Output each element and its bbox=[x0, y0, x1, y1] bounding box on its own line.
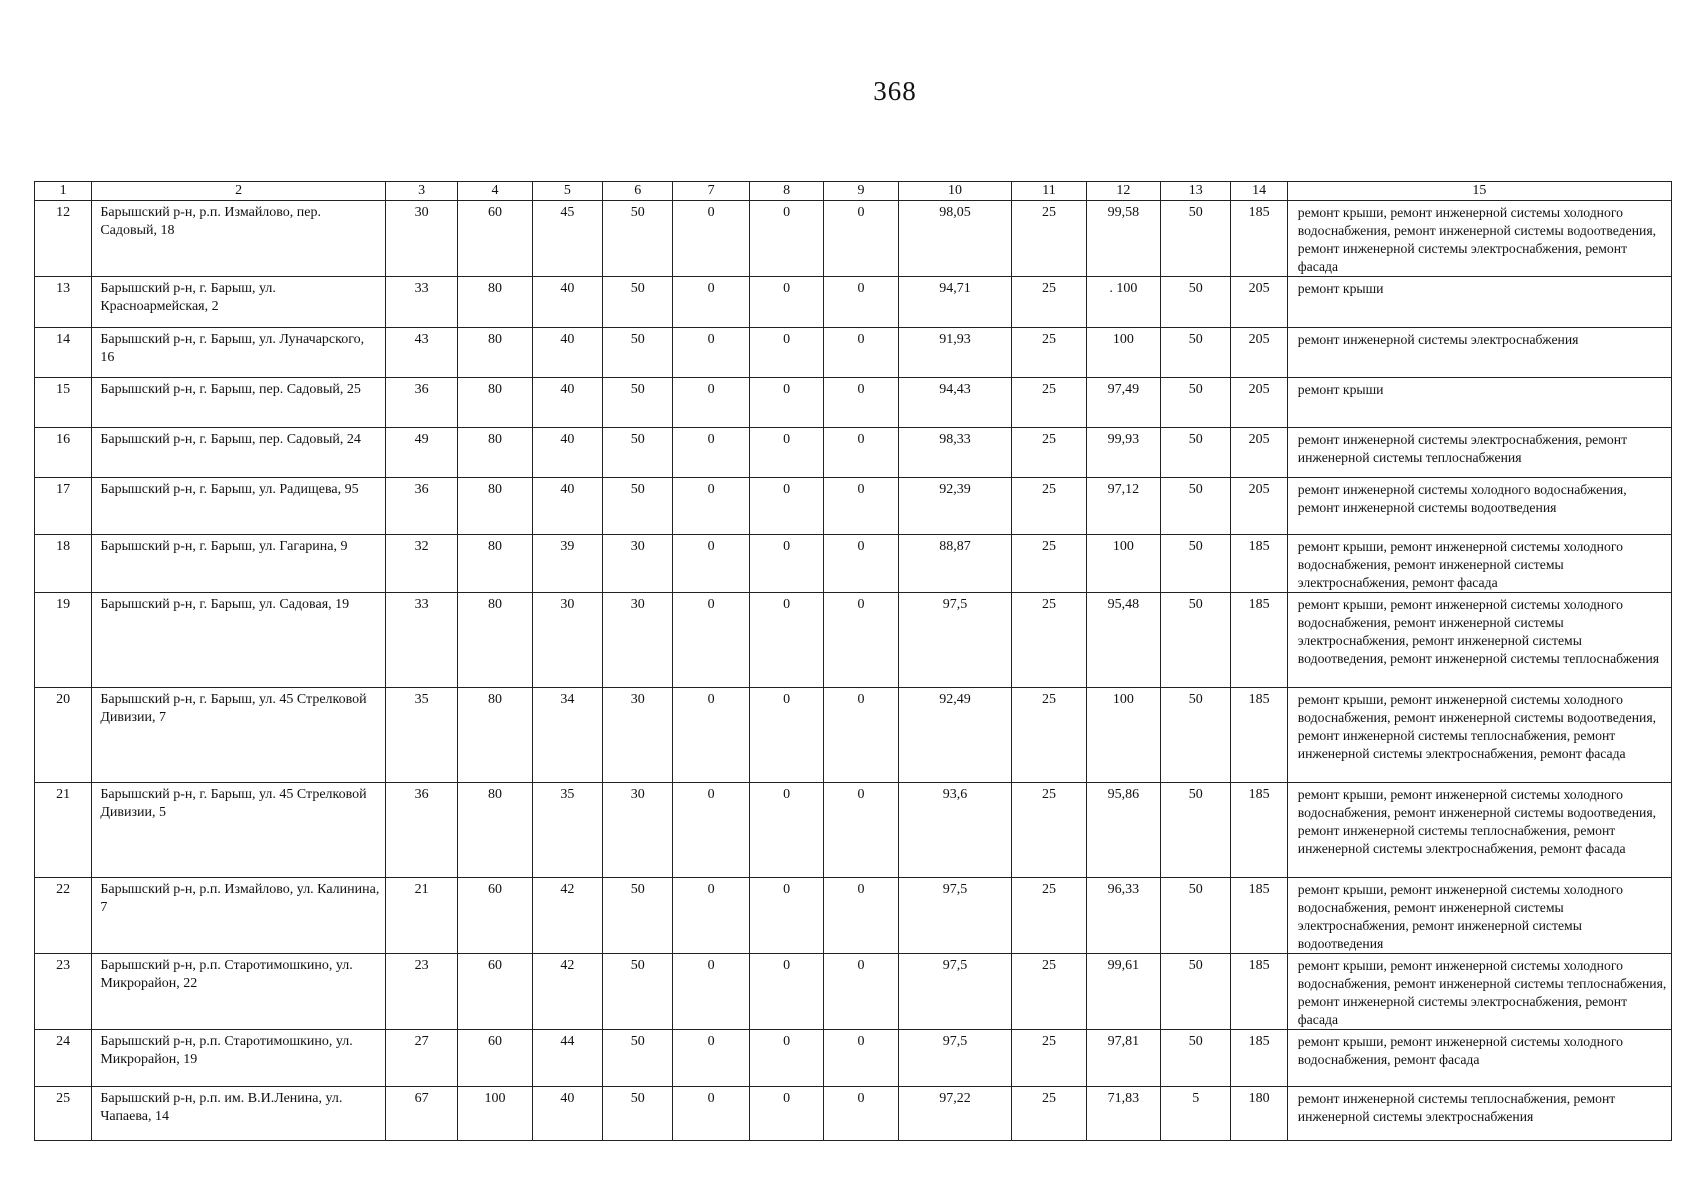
table-cell: 97,5 bbox=[898, 878, 1012, 954]
row-number-cell: 23 bbox=[35, 954, 92, 1030]
table-cell: 71,83 bbox=[1086, 1087, 1160, 1141]
works-cell: ремонт крыши, ремонт инженерной системы холодного водоснабжения, ремонт инженерной системы электроснабжения, ремонт инженерной системы водоотведения bbox=[1287, 878, 1671, 954]
table-cell: 0 bbox=[673, 535, 749, 593]
table-cell: 30 bbox=[603, 783, 673, 878]
table-cell: 0 bbox=[824, 328, 898, 378]
table-cell: 50 bbox=[603, 878, 673, 954]
table-cell: 97,22 bbox=[898, 1087, 1012, 1141]
table-cell: 0 bbox=[673, 954, 749, 1030]
table-cell: 50 bbox=[1161, 954, 1231, 1030]
table-cell: 25 bbox=[1012, 1030, 1086, 1087]
table-cell: 100 bbox=[1086, 535, 1160, 593]
table-cell: 25 bbox=[1012, 201, 1086, 277]
table-cell: 50 bbox=[1161, 783, 1231, 878]
table-row bbox=[35, 593, 1672, 688]
table-cell: 0 bbox=[749, 428, 823, 478]
table-cell: 0 bbox=[749, 277, 823, 328]
table-row bbox=[35, 878, 1672, 954]
table-cell: 44 bbox=[532, 1030, 602, 1087]
table-row bbox=[35, 201, 1672, 277]
table-cell: 45 bbox=[532, 201, 602, 277]
works-cell: ремонт инженерной системы электроснабжения, ремонт инженерной системы теплоснабжения bbox=[1287, 428, 1671, 478]
table-cell: 97,81 bbox=[1086, 1030, 1160, 1087]
works-cell: ремонт крыши, ремонт инженерной системы холодного водоснабжения, ремонт фасада bbox=[1287, 1030, 1671, 1087]
table-cell: 30 bbox=[603, 593, 673, 688]
table-cell: 30 bbox=[532, 593, 602, 688]
table-cell: 50 bbox=[603, 328, 673, 378]
column-header: 6 bbox=[603, 182, 673, 201]
table-cell: 97,5 bbox=[898, 1030, 1012, 1087]
table-cell: 80 bbox=[458, 593, 532, 688]
table-body bbox=[35, 201, 1672, 1141]
table-cell: 60 bbox=[458, 878, 532, 954]
table-cell: 205 bbox=[1231, 378, 1287, 428]
table-cell: 0 bbox=[673, 1087, 749, 1141]
row-number-cell: 21 bbox=[35, 783, 92, 878]
works-cell: ремонт крыши, ремонт инженерной системы холодного водоснабжения, ремонт инженерной системы электроснабжения, ремонт фасада bbox=[1287, 535, 1671, 593]
works-cell: ремонт крыши, ремонт инженерной системы холодного водоснабжения, ремонт инженерной системы водоотведения, ремонт инженерной системы теплоснабжения, ремонт инженерной системы электроснабжения, ремонт фасада bbox=[1287, 783, 1671, 878]
column-header: 3 bbox=[385, 182, 457, 201]
table-cell: 92,49 bbox=[898, 688, 1012, 783]
table-cell: 33 bbox=[385, 593, 457, 688]
table-cell: 42 bbox=[532, 878, 602, 954]
table-cell: 35 bbox=[532, 783, 602, 878]
table-cell: 185 bbox=[1231, 1030, 1287, 1087]
row-number-cell: 18 bbox=[35, 535, 92, 593]
table-cell: 205 bbox=[1231, 328, 1287, 378]
table-row bbox=[35, 1087, 1672, 1141]
row-number-cell: 16 bbox=[35, 428, 92, 478]
table-cell: 0 bbox=[749, 593, 823, 688]
table-cell: 0 bbox=[824, 478, 898, 535]
row-number-cell: 12 bbox=[35, 201, 92, 277]
table-cell: . 100 bbox=[1086, 277, 1160, 328]
table-cell: 100 bbox=[1086, 328, 1160, 378]
table-cell: 0 bbox=[824, 878, 898, 954]
table-cell: 50 bbox=[1161, 688, 1231, 783]
table-cell: 185 bbox=[1231, 593, 1287, 688]
column-header: 5 bbox=[532, 182, 602, 201]
address-cell: Барышский р-н, г. Барыш, ул. Красноармейская, 2 bbox=[92, 277, 386, 328]
table-cell: 50 bbox=[603, 954, 673, 1030]
row-number-cell: 24 bbox=[35, 1030, 92, 1087]
table-cell: 98,33 bbox=[898, 428, 1012, 478]
table-row bbox=[35, 428, 1672, 478]
table-cell: 0 bbox=[673, 378, 749, 428]
table-cell: 94,43 bbox=[898, 378, 1012, 428]
table-cell: 33 bbox=[385, 277, 457, 328]
table-cell: 49 bbox=[385, 428, 457, 478]
column-header: 13 bbox=[1161, 182, 1231, 201]
table-cell: 25 bbox=[1012, 378, 1086, 428]
table-cell: 25 bbox=[1012, 277, 1086, 328]
table-cell: 0 bbox=[824, 1087, 898, 1141]
table-cell: 0 bbox=[824, 783, 898, 878]
address-cell: Барышский р-н, р.п. Измайлово, пер. Садовый, 18 bbox=[92, 201, 386, 277]
table-cell: 50 bbox=[1161, 328, 1231, 378]
table-cell: 97,5 bbox=[898, 954, 1012, 1030]
table-cell: 205 bbox=[1231, 428, 1287, 478]
table-cell: 99,93 bbox=[1086, 428, 1160, 478]
table-cell: 0 bbox=[824, 428, 898, 478]
table-row bbox=[35, 535, 1672, 593]
works-cell: ремонт крыши bbox=[1287, 277, 1671, 328]
table-cell: 25 bbox=[1012, 688, 1086, 783]
table-cell: 40 bbox=[532, 328, 602, 378]
table-cell: 0 bbox=[749, 954, 823, 1030]
table-cell: 50 bbox=[1161, 593, 1231, 688]
table-cell: 0 bbox=[673, 478, 749, 535]
table-cell: 50 bbox=[603, 1030, 673, 1087]
table-cell: 67 bbox=[385, 1087, 457, 1141]
table-cell: 0 bbox=[749, 1087, 823, 1141]
table-cell: 0 bbox=[749, 535, 823, 593]
table-cell: 0 bbox=[824, 535, 898, 593]
table-cell: 185 bbox=[1231, 688, 1287, 783]
table-cell: 5 bbox=[1161, 1087, 1231, 1141]
table-cell: 95,86 bbox=[1086, 783, 1160, 878]
table-cell: 32 bbox=[385, 535, 457, 593]
data-table bbox=[34, 181, 1672, 1141]
table-cell: 27 bbox=[385, 1030, 457, 1087]
table-cell: 50 bbox=[603, 1087, 673, 1141]
table-cell: 25 bbox=[1012, 535, 1086, 593]
table-cell: 40 bbox=[532, 1087, 602, 1141]
row-number-cell: 25 bbox=[35, 1087, 92, 1141]
table-cell: 185 bbox=[1231, 954, 1287, 1030]
table-cell: 60 bbox=[458, 1030, 532, 1087]
table-cell: 25 bbox=[1012, 478, 1086, 535]
table-cell: 40 bbox=[532, 277, 602, 328]
table-cell: 97,49 bbox=[1086, 378, 1160, 428]
table-cell: 91,93 bbox=[898, 328, 1012, 378]
address-cell: Барышский р-н, г. Барыш, пер. Садовый, 25 bbox=[92, 378, 386, 428]
table-cell: 0 bbox=[673, 1030, 749, 1087]
table-row bbox=[35, 478, 1672, 535]
table-cell: 50 bbox=[1161, 428, 1231, 478]
column-header: 4 bbox=[458, 182, 532, 201]
column-header: 7 bbox=[673, 182, 749, 201]
table-cell: 92,39 bbox=[898, 478, 1012, 535]
table-cell: 0 bbox=[673, 878, 749, 954]
table-cell: 185 bbox=[1231, 201, 1287, 277]
table-cell: 30 bbox=[603, 688, 673, 783]
works-cell: ремонт крыши, ремонт инженерной системы холодного водоснабжения, ремонт инженерной системы водоотведения, ремонт инженерной системы электроснабжения, ремонт фасада bbox=[1287, 201, 1671, 277]
table-cell: 25 bbox=[1012, 783, 1086, 878]
table-cell: 80 bbox=[458, 328, 532, 378]
table-cell: 0 bbox=[824, 954, 898, 1030]
table-cell: 39 bbox=[532, 535, 602, 593]
works-cell: ремонт крыши, ремонт инженерной системы холодного водоснабжения, ремонт инженерной системы теплоснабжения, ремонт инженерной системы электроснабжения, ремонт фасада bbox=[1287, 954, 1671, 1030]
table-cell: 50 bbox=[603, 478, 673, 535]
table-cell: 35 bbox=[385, 688, 457, 783]
page-number: 368 bbox=[873, 76, 917, 106]
table-cell: 0 bbox=[673, 277, 749, 328]
table-cell: 80 bbox=[458, 688, 532, 783]
table-cell: 50 bbox=[1161, 878, 1231, 954]
table-cell: 40 bbox=[532, 478, 602, 535]
table-cell: 205 bbox=[1231, 277, 1287, 328]
works-cell: ремонт крыши bbox=[1287, 378, 1671, 428]
column-header: 2 bbox=[92, 182, 386, 201]
table-cell: 21 bbox=[385, 878, 457, 954]
table-cell: 0 bbox=[673, 328, 749, 378]
table-cell: 25 bbox=[1012, 878, 1086, 954]
table-cell: 80 bbox=[458, 783, 532, 878]
table-cell: 94,71 bbox=[898, 277, 1012, 328]
table-cell: 30 bbox=[385, 201, 457, 277]
table-cell: 50 bbox=[1161, 201, 1231, 277]
table-cell: 0 bbox=[824, 277, 898, 328]
table-cell: 40 bbox=[532, 378, 602, 428]
table-cell: 0 bbox=[749, 328, 823, 378]
table-cell: 50 bbox=[1161, 378, 1231, 428]
table-cell: 25 bbox=[1012, 593, 1086, 688]
table-cell: 0 bbox=[673, 428, 749, 478]
table-cell: 40 bbox=[532, 428, 602, 478]
row-number-cell: 22 bbox=[35, 878, 92, 954]
table-cell: 25 bbox=[1012, 428, 1086, 478]
table-cell: 100 bbox=[1086, 688, 1160, 783]
table-cell: 185 bbox=[1231, 783, 1287, 878]
table-cell: 0 bbox=[824, 378, 898, 428]
table-cell: 25 bbox=[1012, 954, 1086, 1030]
address-cell: Барышский р-н, г. Барыш, ул. Луначарского, 16 bbox=[92, 328, 386, 378]
table-cell: 50 bbox=[1161, 535, 1231, 593]
address-cell: Барышский р-н, г. Барыш, ул. Садовая, 19 bbox=[92, 593, 386, 688]
table-cell: 36 bbox=[385, 478, 457, 535]
table-cell: 42 bbox=[532, 954, 602, 1030]
column-header: 1 bbox=[35, 182, 92, 201]
table-cell: 185 bbox=[1231, 535, 1287, 593]
table-cell: 0 bbox=[749, 378, 823, 428]
table-cell: 80 bbox=[458, 535, 532, 593]
table-cell: 0 bbox=[749, 878, 823, 954]
table-cell: 80 bbox=[458, 277, 532, 328]
column-header: 8 bbox=[749, 182, 823, 201]
table-cell: 80 bbox=[458, 478, 532, 535]
table-cell: 50 bbox=[603, 201, 673, 277]
table-cell: 80 bbox=[458, 378, 532, 428]
address-cell: Барышский р-н, р.п. Измайлово, ул. Калинина, 7 bbox=[92, 878, 386, 954]
table-cell: 88,87 bbox=[898, 535, 1012, 593]
table-cell: 36 bbox=[385, 783, 457, 878]
table-cell: 60 bbox=[458, 201, 532, 277]
address-cell: Барышский р-н, г. Барыш, ул. Гагарина, 9 bbox=[92, 535, 386, 593]
table-cell: 185 bbox=[1231, 878, 1287, 954]
table-cell: 100 bbox=[458, 1087, 532, 1141]
table-cell: 0 bbox=[824, 201, 898, 277]
address-cell: Барышский р-н, г. Барыш, ул. 45 Стрелковой Дивизии, 5 bbox=[92, 783, 386, 878]
table-cell: 50 bbox=[603, 428, 673, 478]
table-cell: 93,6 bbox=[898, 783, 1012, 878]
table-cell: 50 bbox=[1161, 277, 1231, 328]
table-cell: 97,5 bbox=[898, 593, 1012, 688]
header-row bbox=[35, 182, 1672, 201]
table-cell: 0 bbox=[673, 201, 749, 277]
table-cell: 34 bbox=[532, 688, 602, 783]
column-header: 9 bbox=[824, 182, 898, 201]
table-cell: 60 bbox=[458, 954, 532, 1030]
table-cell: 0 bbox=[824, 593, 898, 688]
works-cell: ремонт инженерной системы холодного водоснабжения, ремонт инженерной системы водоотведения bbox=[1287, 478, 1671, 535]
row-number-cell: 14 bbox=[35, 328, 92, 378]
table-row bbox=[35, 378, 1672, 428]
table-cell: 96,33 bbox=[1086, 878, 1160, 954]
row-number-cell: 17 bbox=[35, 478, 92, 535]
row-number-cell: 13 bbox=[35, 277, 92, 328]
table-cell: 180 bbox=[1231, 1087, 1287, 1141]
table-cell: 0 bbox=[749, 201, 823, 277]
column-header: 11 bbox=[1012, 182, 1086, 201]
works-cell: ремонт инженерной системы электроснабжения bbox=[1287, 328, 1671, 378]
works-cell: ремонт инженерной системы теплоснабжения, ремонт инженерной системы электроснабжения bbox=[1287, 1087, 1671, 1141]
table-cell: 30 bbox=[603, 535, 673, 593]
address-cell: Барышский р-н, р.п. им. В.И.Ленина, ул. Чапаева, 14 bbox=[92, 1087, 386, 1141]
address-cell: Барышский р-н, р.п. Старотимошкино, ул. Микрорайон, 19 bbox=[92, 1030, 386, 1087]
table-cell: 50 bbox=[603, 378, 673, 428]
address-cell: Барышский р-н, г. Барыш, ул. Радищева, 95 bbox=[92, 478, 386, 535]
table-cell: 25 bbox=[1012, 328, 1086, 378]
table-cell: 0 bbox=[673, 783, 749, 878]
table-cell: 99,58 bbox=[1086, 201, 1160, 277]
column-header: 15 bbox=[1287, 182, 1671, 201]
table-cell: 23 bbox=[385, 954, 457, 1030]
table-cell: 80 bbox=[458, 428, 532, 478]
row-number-cell: 19 bbox=[35, 593, 92, 688]
table-row bbox=[35, 954, 1672, 1030]
table-cell: 0 bbox=[749, 688, 823, 783]
table-cell: 99,61 bbox=[1086, 954, 1160, 1030]
table-cell: 50 bbox=[1161, 1030, 1231, 1087]
table-cell: 0 bbox=[749, 783, 823, 878]
address-cell: Барышский р-н, г. Барыш, пер. Садовый, 24 bbox=[92, 428, 386, 478]
table-cell: 50 bbox=[1161, 478, 1231, 535]
table-cell: 0 bbox=[673, 593, 749, 688]
table-cell: 50 bbox=[603, 277, 673, 328]
works-cell: ремонт крыши, ремонт инженерной системы холодного водоснабжения, ремонт инженерной системы водоотведения, ремонт инженерной системы теплоснабжения, ремонт инженерной системы электроснабжения, ремонт фасада bbox=[1287, 688, 1671, 783]
table-cell: 0 bbox=[824, 688, 898, 783]
table-row bbox=[35, 783, 1672, 878]
table-cell: 25 bbox=[1012, 1087, 1086, 1141]
address-cell: Барышский р-н, р.п. Старотимошкино, ул. Микрорайон, 22 bbox=[92, 954, 386, 1030]
row-number-cell: 20 bbox=[35, 688, 92, 783]
column-header: 12 bbox=[1086, 182, 1160, 201]
table-cell: 0 bbox=[673, 688, 749, 783]
address-cell: Барышский р-н, г. Барыш, ул. 45 Стрелковой Дивизии, 7 bbox=[92, 688, 386, 783]
table-row bbox=[35, 688, 1672, 783]
column-header: 10 bbox=[898, 182, 1012, 201]
table-cell: 95,48 bbox=[1086, 593, 1160, 688]
column-header: 14 bbox=[1231, 182, 1287, 201]
table-cell: 0 bbox=[824, 1030, 898, 1087]
table-cell: 0 bbox=[749, 1030, 823, 1087]
table-row bbox=[35, 277, 1672, 328]
works-cell: ремонт крыши, ремонт инженерной системы холодного водоснабжения, ремонт инженерной системы электроснабжения, ремонт инженерной системы водоотведения, ремонт инженерной системы теплоснабжения bbox=[1287, 593, 1671, 688]
table-cell: 98,05 bbox=[898, 201, 1012, 277]
table-cell: 36 bbox=[385, 378, 457, 428]
table-row bbox=[35, 328, 1672, 378]
row-number-cell: 15 bbox=[35, 378, 92, 428]
table-cell: 205 bbox=[1231, 478, 1287, 535]
table-cell: 97,12 bbox=[1086, 478, 1160, 535]
table-cell: 43 bbox=[385, 328, 457, 378]
table-row bbox=[35, 1030, 1672, 1087]
table-cell: 0 bbox=[749, 478, 823, 535]
